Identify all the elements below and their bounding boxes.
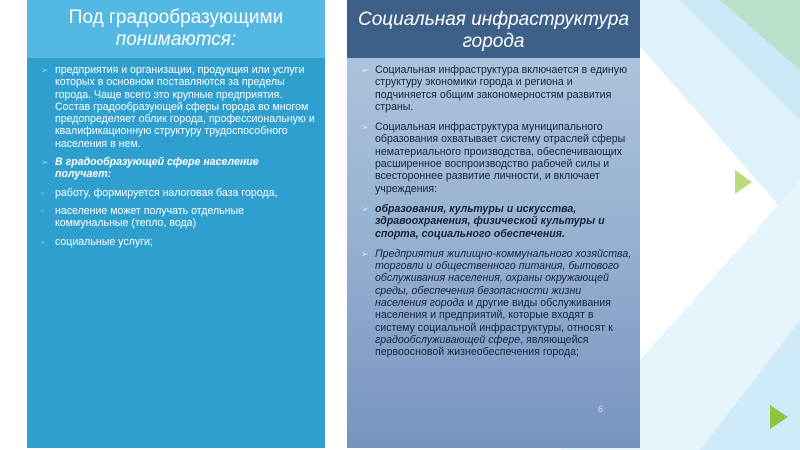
- left-title-line1: Под градообразующими: [68, 7, 284, 28]
- list-item-text: Социальная инфраструктура муниципального образования охватывает систему отраслей сферы нематериального производства, обеспечивающих расширенное воспроизводство рабочей силы и всестороннее развитие личности, и включает учреждения:: [375, 121, 626, 195]
- arrow-bullet-icon: ➢: [361, 122, 369, 133]
- list-item-text: предприятия и организации, продукция или услуги которых в основном поставляются за пределы города. Чаще всего это крупные предприятия. Состав градообразующей сферы города во многом предопределяет облик города, профессиональную и квалификационную структуру трудоспособного населения в нем.: [55, 64, 315, 150]
- list-item: [361, 203, 632, 240]
- list-item-text-italic: Предприятия жилищно-коммунального хозяйства, торговли и общественного питания, бытового обслуживания населения, охраны окружающей среды, обеспечения безопасности жизни населения города: [375, 247, 632, 310]
- list-item: [41, 236, 317, 248]
- list-item-text: [375, 248, 631, 358]
- arrow-bullet-icon: ➢: [41, 157, 49, 168]
- list-item-text-regular: , являющейся первоосновой жизнеобеспечения города;: [375, 333, 589, 359]
- left-title-line2: понимаются:: [115, 29, 237, 50]
- list-item: [361, 121, 632, 195]
- arrow-bullet-icon: ➢: [361, 248, 369, 259]
- arrow-bullet-icon: ➢: [361, 203, 369, 214]
- list-item-text: население может получать отдельные коммунальные (тепло, вода): [55, 204, 245, 230]
- page-number: 6: [598, 404, 604, 414]
- right-header: [347, 0, 640, 58]
- list-item: [41, 187, 317, 199]
- right-bullet-list: [361, 64, 632, 367]
- left-content-panel: [27, 58, 325, 448]
- list-item-text: Социальная инфраструктура включается в единую структуру экономики города и региона и подчиняется общим закономерностям развития страны.: [375, 64, 628, 113]
- square-bullet-icon: ▫: [41, 187, 45, 198]
- list-item-text-regular: и другие виды обслуживания населения и предприятий, которые входят в систему социальной инфраструктуры, относят к: [375, 297, 613, 334]
- list-item-text: образования, культуры и искусства, здравоохранения, физической культуры и спорта, социального обеспечения.: [375, 202, 605, 240]
- list-item-text: В градообразующей сфере население получает:: [55, 156, 259, 181]
- arrow-bullet-icon: ➢: [41, 65, 49, 75]
- square-bullet-icon: ▫: [41, 205, 45, 216]
- list-item: [41, 205, 317, 230]
- list-item-text-italic: градообслуживающей сфере: [375, 333, 521, 346]
- right-title-line2: города: [462, 31, 525, 52]
- list-item: [361, 248, 632, 359]
- arrow-bullet-icon: ➢: [361, 65, 369, 75]
- left-bullet-list: [41, 64, 317, 254]
- square-bullet-icon: ▫: [41, 236, 45, 247]
- list-item-text: работу, формируется налоговая база города,: [55, 186, 278, 199]
- list-item-text: социальные услуги;: [55, 235, 153, 248]
- right-content-panel: [347, 58, 640, 448]
- list-item: [41, 156, 317, 181]
- list-item: [41, 64, 317, 150]
- left-header: [27, 0, 325, 58]
- list-item: [361, 64, 632, 113]
- right-title-line1: Социальная инфраструктура: [357, 9, 630, 30]
